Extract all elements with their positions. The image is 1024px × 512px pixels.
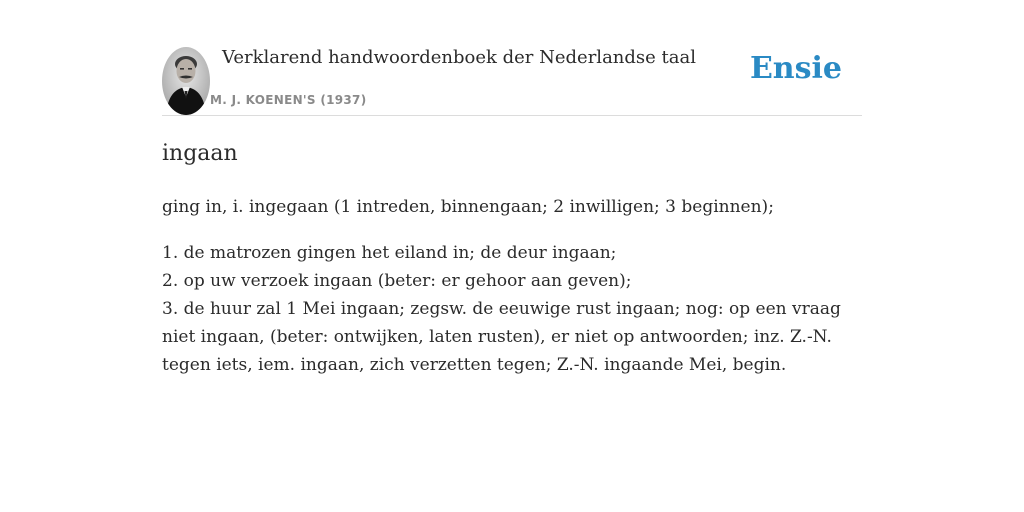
page	[162, 0, 862, 512]
entry-senses	[162, 239, 862, 379]
sense-2: 2. op uw verzoek ingaan (beter: er gehoor aan geven);	[162, 271, 632, 291]
ensie-logo-link[interactable]: Ensie	[749, 51, 842, 86]
entry-intro: ging in, i. ingegaan (1 intreden, binnengaan; 2 inwilligen; 3 beginnen);	[162, 197, 774, 217]
sense-3: 3. de huur zal 1 Mei ingaan; zegsw. de eeuwige rust ingaan; nog: op een vraag niet ingaan, (beter: ontwijken, laten rusten), er niet op antwoorden; inz. Z.-N. tegen iets, iem. ingaan, zich verzetten tegen; Z.-N. ingaande Mei, begin.	[162, 299, 841, 375]
header	[162, 0, 862, 116]
sense-1: 1. de matrozen gingen het eiland in; de deur ingaan;	[162, 243, 617, 263]
entry-headword: ingaan	[162, 141, 238, 166]
book-title: Verklarend handwoordenboek der Nederlandse taal	[222, 47, 696, 68]
book-author: M. J. KOENEN'S (1937)	[210, 93, 367, 107]
author-portrait	[162, 47, 210, 115]
